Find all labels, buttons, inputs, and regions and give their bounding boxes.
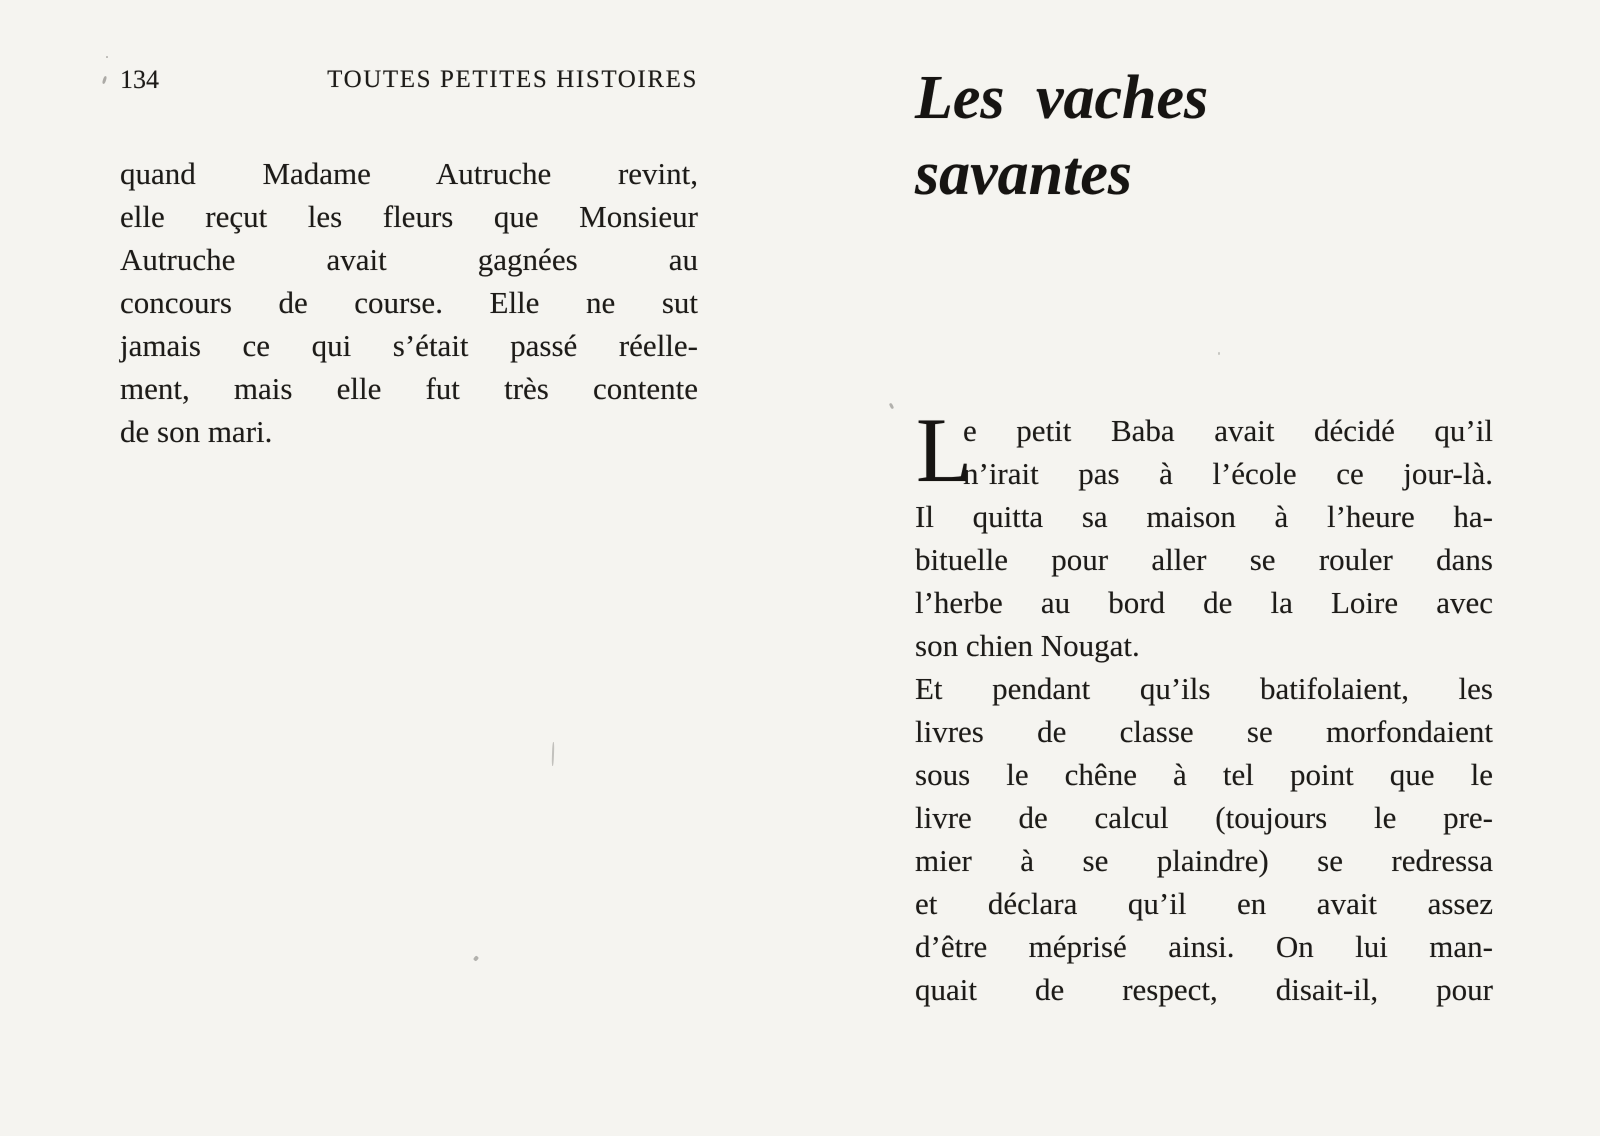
- body-line: et déclara qu’il en avait assez: [915, 886, 1493, 921]
- body-line: bituelle pour aller se rouler dans: [915, 542, 1493, 577]
- left-page-header: [120, 65, 698, 95]
- scan-speck: [102, 76, 107, 85]
- page-number: 134: [120, 65, 159, 94]
- body-line: elle reçut les fleurs que Monsieur: [120, 199, 698, 234]
- body-line: de son mari.: [120, 414, 273, 449]
- scan-speck: [106, 56, 108, 58]
- body-line: son chien Nougat.: [915, 628, 1140, 663]
- right-page: [915, 0, 1493, 1136]
- left-paragraph: [120, 152, 698, 453]
- story-title: [915, 60, 1208, 212]
- body-line: Il quitta sa maison à l’heure ha-: [915, 499, 1493, 534]
- right-body: [915, 399, 1493, 1011]
- story-title-line-2: savantes: [915, 140, 1132, 208]
- drop-cap: L: [916, 399, 973, 501]
- body-line: n’irait pas à l’école ce jour-là.: [963, 456, 1493, 491]
- running-header: TOUTES PETITES HISTOIRES: [327, 66, 698, 93]
- body-line: quait de respect, disait-il, pour: [915, 972, 1493, 1007]
- body-line: jamais ce qui s’était passé réelle-: [120, 328, 698, 363]
- body-line: d’être méprisé ainsi. On lui man-: [915, 929, 1493, 964]
- body-line: sous le chêne à tel point que le: [915, 757, 1493, 792]
- body-line: e petit Baba avait décidé qu’il: [963, 413, 1493, 448]
- body-line: Et pendant qu’ils batifolaient, les: [915, 671, 1493, 706]
- body-line: livre de calcul (toujours le pre-: [915, 800, 1493, 835]
- body-line: mier à se plaindre) se redressa: [915, 843, 1493, 878]
- body-line: l’herbe au bord de la Loire avec: [915, 585, 1493, 620]
- body-line: quand Madame Autruche revint,: [120, 156, 698, 191]
- body-line: Autruche avait gagnées au: [120, 242, 698, 277]
- scan-speck: [1218, 352, 1220, 355]
- body-line: livres de classe se morfondaient: [915, 714, 1493, 749]
- left-page: [120, 0, 698, 1136]
- story-title-line-1: Les vaches: [915, 64, 1209, 132]
- body-line: concours de course. Elle ne sut: [120, 285, 698, 320]
- scan-speck: [889, 403, 894, 410]
- body-line: ment, mais elle fut très contente: [120, 371, 698, 406]
